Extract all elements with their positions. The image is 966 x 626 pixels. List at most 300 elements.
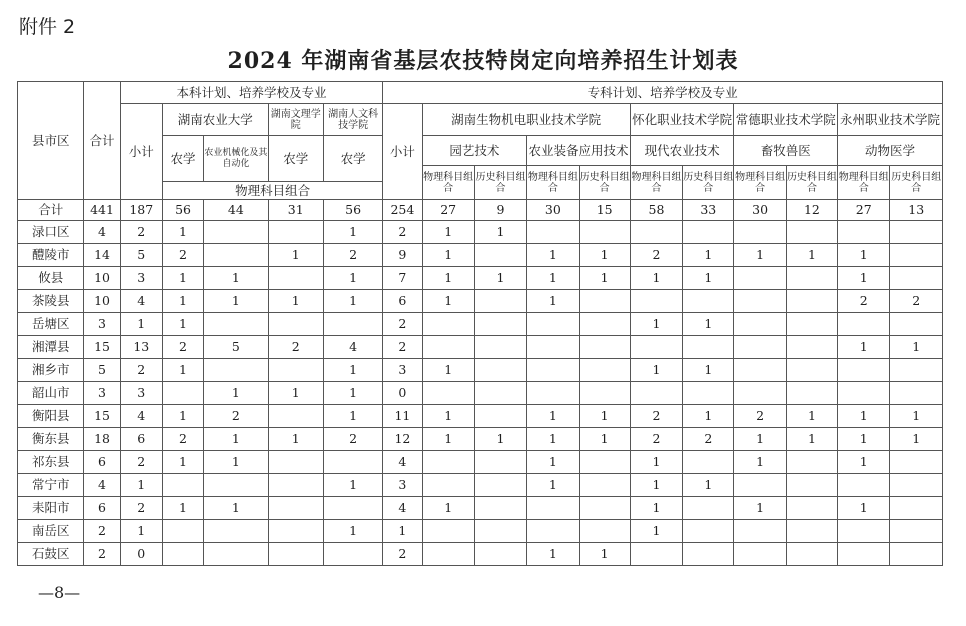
plan-count: [422, 313, 474, 336]
plan-count: 1: [323, 267, 382, 290]
plan-count: [683, 543, 734, 566]
school-huaihua: 怀化职业技术学院: [630, 104, 734, 136]
plan-count: 33: [683, 200, 734, 221]
plan-count: 1: [838, 267, 890, 290]
plan-count: 12: [786, 200, 837, 221]
plan-count: [323, 497, 382, 520]
plan-count: 0: [383, 382, 422, 405]
plan-count: [474, 244, 526, 267]
plan-count: [786, 336, 837, 359]
header-undergrad-subtotal: 小计: [120, 104, 162, 200]
combo-physics-undergrad: 物理科目组合: [162, 182, 382, 200]
plan-count: [890, 267, 943, 290]
combo-physics: 物理科目组合: [838, 166, 890, 200]
major-agronomy: 农学: [162, 136, 203, 182]
plan-count: [786, 543, 837, 566]
school-changde: 常德职业技术学院: [734, 104, 838, 136]
county-name: 湘乡市: [18, 359, 84, 382]
plan-count: [268, 451, 323, 474]
plan-count: [474, 405, 526, 428]
major-agronomy-wenli: 农学: [268, 136, 323, 182]
county-name: 醴陵市: [18, 244, 84, 267]
plan-count: 6: [84, 497, 120, 520]
header-county: 县市区: [18, 82, 84, 200]
plan-count: 1: [323, 221, 382, 244]
plan-count: [734, 313, 786, 336]
school-hunan-renwen: 湖南人文科技学院: [323, 104, 382, 136]
plan-count: 1: [422, 221, 474, 244]
plan-count: 1: [527, 267, 579, 290]
plan-count: 1: [630, 520, 682, 543]
plan-count: 254: [383, 200, 422, 221]
plan-count: 14: [84, 244, 120, 267]
plan-count: [162, 520, 203, 543]
combo-physics: 物理科目组合: [734, 166, 786, 200]
plan-count: 1: [204, 497, 268, 520]
plan-count: 1: [383, 520, 422, 543]
plan-count: [683, 520, 734, 543]
plan-count: [838, 543, 890, 566]
plan-count: [683, 497, 734, 520]
plan-count: [579, 359, 630, 382]
plan-count: 2: [630, 244, 682, 267]
plan-count: 1: [683, 244, 734, 267]
plan-count: [838, 359, 890, 382]
plan-count: 44: [204, 200, 268, 221]
plan-count: [422, 520, 474, 543]
plan-count: 58: [630, 200, 682, 221]
plan-count: [474, 290, 526, 313]
plan-count: 30: [734, 200, 786, 221]
plan-count: 187: [120, 200, 162, 221]
plan-count: [422, 543, 474, 566]
plan-count: [204, 221, 268, 244]
plan-count: 3: [383, 474, 422, 497]
plan-count: 13: [890, 200, 943, 221]
plan-count: [579, 382, 630, 405]
plan-count: 2: [162, 336, 203, 359]
plan-count: 2: [162, 428, 203, 451]
plan-count: [474, 382, 526, 405]
plan-count: 1: [120, 313, 162, 336]
plan-count: 1: [838, 405, 890, 428]
plan-count: 2: [120, 359, 162, 382]
plan-count: [630, 290, 682, 313]
plan-count: [683, 382, 734, 405]
plan-count: [734, 267, 786, 290]
plan-count: 1: [162, 497, 203, 520]
combo-physics: 物理科目组合: [527, 166, 579, 200]
plan-count: 1: [838, 428, 890, 451]
plan-count: [527, 520, 579, 543]
plan-count: 1: [268, 290, 323, 313]
attachment-label: 附件 2: [19, 16, 76, 38]
plan-count: [734, 290, 786, 313]
plan-count: 1: [474, 267, 526, 290]
plan-count: 1: [204, 267, 268, 290]
plan-count: 1: [683, 313, 734, 336]
total-row: [18, 200, 943, 221]
plan-count: 6: [84, 451, 120, 474]
plan-count: [734, 520, 786, 543]
plan-count: 1: [786, 405, 837, 428]
plan-count: 1: [527, 474, 579, 497]
plan-count: 4: [383, 451, 422, 474]
plan-count: [786, 267, 837, 290]
plan-count: 1: [323, 382, 382, 405]
table-row: [18, 221, 943, 244]
plan-count: 1: [734, 451, 786, 474]
county-name: 攸县: [18, 267, 84, 290]
plan-count: 1: [162, 267, 203, 290]
plan-count: [683, 451, 734, 474]
plan-count: [162, 382, 203, 405]
page-title: 2024 年湖南省基层农技特岗定向培养招生计划表: [227, 48, 739, 74]
plan-count: [422, 336, 474, 359]
combo-physics: 物理科目组合: [422, 166, 474, 200]
plan-count: 2: [630, 405, 682, 428]
plan-count: [734, 382, 786, 405]
plan-count: 6: [383, 290, 422, 313]
plan-count: 15: [84, 336, 120, 359]
plan-count: [474, 359, 526, 382]
plan-count: 27: [422, 200, 474, 221]
school-hunan-wenli: 湖南文理学院: [268, 104, 323, 136]
major-modern-agri: 现代农业技术: [630, 136, 734, 166]
school-yongzhou: 永州职业技术学院: [838, 104, 943, 136]
plan-count: 15: [579, 200, 630, 221]
plan-count: 12: [383, 428, 422, 451]
plan-count: 1: [734, 244, 786, 267]
plan-count: [527, 359, 579, 382]
county-name: 衡东县: [18, 428, 84, 451]
plan-count: 1: [162, 221, 203, 244]
plan-count: 2: [120, 221, 162, 244]
plan-count: 1: [683, 474, 734, 497]
table-row: [18, 520, 943, 543]
plan-count: 5: [120, 244, 162, 267]
plan-count: 2: [630, 428, 682, 451]
table-row: [18, 336, 943, 359]
county-name: 耒阳市: [18, 497, 84, 520]
major-animal-husbandry: 畜牧兽医: [734, 136, 838, 166]
plan-count: [422, 382, 474, 405]
plan-count: 1: [786, 244, 837, 267]
plan-count: 1: [527, 451, 579, 474]
plan-count: [204, 359, 268, 382]
plan-count: [683, 221, 734, 244]
plan-count: 1: [890, 336, 943, 359]
table-row: [18, 543, 943, 566]
plan-count: 2: [120, 451, 162, 474]
plan-count: [204, 313, 268, 336]
table-row: [18, 382, 943, 405]
plan-count: 1: [204, 428, 268, 451]
plan-count: 1: [579, 267, 630, 290]
plan-count: 1: [162, 405, 203, 428]
plan-count: 9: [383, 244, 422, 267]
plan-count: 10: [84, 267, 120, 290]
plan-count: 1: [838, 244, 890, 267]
plan-count: 1: [838, 497, 890, 520]
plan-count: 1: [323, 405, 382, 428]
plan-count: 2: [84, 520, 120, 543]
combo-history: 历史科目组合: [579, 166, 630, 200]
plan-count: 2: [838, 290, 890, 313]
plan-count: 1: [323, 290, 382, 313]
plan-count: [890, 451, 943, 474]
plan-count: 1: [323, 359, 382, 382]
major-agri-mech: 农业机械化及其自动化: [204, 136, 268, 182]
plan-count: [579, 497, 630, 520]
plan-count: [204, 474, 268, 497]
plan-count: [838, 313, 890, 336]
plan-count: 1: [162, 359, 203, 382]
plan-count: [734, 543, 786, 566]
header-total: 合计: [84, 82, 120, 200]
plan-count: [162, 474, 203, 497]
plan-count: [579, 313, 630, 336]
plan-count: 1: [268, 428, 323, 451]
plan-count: [630, 221, 682, 244]
plan-count: 1: [422, 267, 474, 290]
plan-count: 1: [683, 359, 734, 382]
plan-count: 1: [527, 290, 579, 313]
plan-count: 2: [383, 221, 422, 244]
plan-count: [268, 405, 323, 428]
plan-count: 1: [579, 428, 630, 451]
county-name: 合计: [18, 200, 84, 221]
plan-count: [527, 382, 579, 405]
plan-count: 441: [84, 200, 120, 221]
plan-count: [890, 244, 943, 267]
county-name: 石鼓区: [18, 543, 84, 566]
plan-count: [422, 451, 474, 474]
plan-count: 3: [84, 382, 120, 405]
plan-count: [630, 382, 682, 405]
plan-count: 3: [120, 267, 162, 290]
plan-count: [422, 474, 474, 497]
plan-count: 1: [579, 244, 630, 267]
plan-count: [268, 313, 323, 336]
county-name: 渌口区: [18, 221, 84, 244]
plan-count: 5: [84, 359, 120, 382]
plan-count: [268, 520, 323, 543]
plan-count: [268, 267, 323, 290]
plan-count: [734, 359, 786, 382]
plan-count: 2: [204, 405, 268, 428]
table-row: [18, 359, 943, 382]
plan-count: 10: [84, 290, 120, 313]
plan-count: 13: [120, 336, 162, 359]
combo-history: 历史科目组合: [786, 166, 837, 200]
plan-count: [683, 290, 734, 313]
county-name: 祁东县: [18, 451, 84, 474]
plan-count: [323, 313, 382, 336]
plan-count: 1: [120, 474, 162, 497]
table-row: [18, 267, 943, 290]
plan-count: [786, 451, 837, 474]
plan-count: [579, 221, 630, 244]
plan-count: [527, 221, 579, 244]
plan-count: [786, 221, 837, 244]
plan-count: 3: [120, 382, 162, 405]
plan-count: 1: [162, 313, 203, 336]
plan-count: 1: [890, 428, 943, 451]
plan-count: 1: [630, 359, 682, 382]
plan-count: 1: [422, 244, 474, 267]
plan-count: 9: [474, 200, 526, 221]
plan-count: [268, 474, 323, 497]
enrollment-plan-table: [17, 81, 943, 566]
plan-count: 1: [734, 497, 786, 520]
plan-count: [474, 451, 526, 474]
plan-count: [204, 543, 268, 566]
plan-count: [579, 336, 630, 359]
plan-count: 1: [838, 336, 890, 359]
plan-count: [786, 497, 837, 520]
plan-count: [890, 359, 943, 382]
plan-count: 3: [383, 359, 422, 382]
plan-count: 1: [838, 451, 890, 474]
table-row: [18, 313, 943, 336]
plan-count: 1: [268, 244, 323, 267]
plan-count: 1: [630, 497, 682, 520]
plan-count: 4: [383, 497, 422, 520]
plan-count: [890, 474, 943, 497]
plan-count: 6: [120, 428, 162, 451]
plan-count: 1: [120, 520, 162, 543]
plan-count: 15: [84, 405, 120, 428]
plan-count: 2: [323, 428, 382, 451]
plan-count: 1: [683, 267, 734, 290]
plan-count: 1: [422, 428, 474, 451]
plan-count: 4: [84, 221, 120, 244]
major-agronomy-renwen: 农学: [323, 136, 382, 182]
table-row: [18, 474, 943, 497]
plan-count: 1: [890, 405, 943, 428]
plan-count: [474, 497, 526, 520]
plan-count: [474, 313, 526, 336]
table-row: [18, 451, 943, 474]
plan-count: [527, 497, 579, 520]
plan-count: 30: [527, 200, 579, 221]
plan-count: [527, 336, 579, 359]
plan-count: [204, 244, 268, 267]
plan-count: 1: [204, 290, 268, 313]
plan-count: [734, 474, 786, 497]
table-row: [18, 497, 943, 520]
plan-count: [268, 221, 323, 244]
plan-count: [890, 382, 943, 405]
plan-count: 2: [383, 313, 422, 336]
plan-count: 31: [268, 200, 323, 221]
plan-count: [323, 543, 382, 566]
plan-count: [579, 451, 630, 474]
plan-count: [474, 543, 526, 566]
plan-count: 1: [162, 290, 203, 313]
plan-count: [268, 543, 323, 566]
plan-count: [268, 359, 323, 382]
plan-count: [786, 382, 837, 405]
plan-count: [579, 474, 630, 497]
plan-count: [890, 520, 943, 543]
plan-count: 1: [527, 405, 579, 428]
plan-count: 11: [383, 405, 422, 428]
plan-count: 1: [734, 428, 786, 451]
header-vocational-subtotal: 小计: [383, 104, 422, 200]
plan-count: [890, 313, 943, 336]
plan-count: 1: [630, 474, 682, 497]
table-row: [18, 428, 943, 451]
plan-count: 1: [162, 451, 203, 474]
plan-count: 2: [323, 244, 382, 267]
plan-count: 1: [579, 405, 630, 428]
plan-count: [838, 474, 890, 497]
plan-count: 2: [120, 497, 162, 520]
county-name: 岳塘区: [18, 313, 84, 336]
plan-count: 2: [383, 336, 422, 359]
plan-count: 1: [683, 405, 734, 428]
county-name: 常宁市: [18, 474, 84, 497]
plan-count: [683, 336, 734, 359]
plan-count: [786, 313, 837, 336]
plan-count: 1: [579, 543, 630, 566]
plan-count: 1: [323, 520, 382, 543]
combo-physics: 物理科目组合: [630, 166, 682, 200]
plan-count: [786, 359, 837, 382]
plan-count: 1: [422, 290, 474, 313]
plan-count: [786, 474, 837, 497]
plan-count: 7: [383, 267, 422, 290]
combo-history: 历史科目组合: [683, 166, 734, 200]
plan-count: [890, 497, 943, 520]
plan-count: 1: [204, 382, 268, 405]
plan-count: 27: [838, 200, 890, 221]
plan-count: [474, 520, 526, 543]
plan-count: 4: [120, 290, 162, 313]
plan-count: 1: [422, 405, 474, 428]
plan-count: 4: [120, 405, 162, 428]
plan-count: 1: [630, 313, 682, 336]
plan-count: 2: [84, 543, 120, 566]
header-vocational-group: 专科计划、培养学校及专业: [383, 82, 943, 104]
plan-count: [527, 313, 579, 336]
plan-count: 4: [84, 474, 120, 497]
table-row: [18, 244, 943, 267]
plan-count: [579, 290, 630, 313]
plan-count: 56: [162, 200, 203, 221]
county-name: 韶山市: [18, 382, 84, 405]
plan-count: 2: [734, 405, 786, 428]
plan-count: 1: [630, 267, 682, 290]
page-number: —8—: [38, 583, 81, 602]
major-horticulture: 园艺技术: [422, 136, 527, 166]
plan-count: 5: [204, 336, 268, 359]
county-name: 衡阳县: [18, 405, 84, 428]
combo-history: 历史科目组合: [890, 166, 943, 200]
county-name: 南岳区: [18, 520, 84, 543]
header-undergrad-group: 本科计划、培养学校及专业: [120, 82, 383, 104]
plan-count: 1: [630, 451, 682, 474]
plan-count: 1: [474, 428, 526, 451]
plan-count: 1: [527, 428, 579, 451]
plan-count: 1: [527, 543, 579, 566]
plan-count: 2: [683, 428, 734, 451]
plan-count: [268, 497, 323, 520]
school-hunan-agri-univ: 湖南农业大学: [162, 104, 268, 136]
plan-count: [630, 336, 682, 359]
